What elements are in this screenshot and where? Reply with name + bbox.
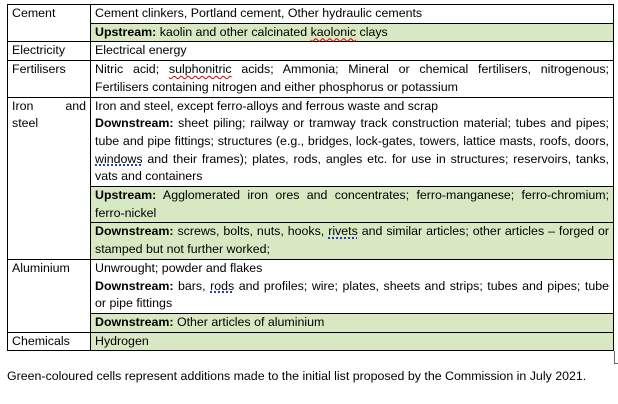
table-caption: Green-coloured cells represent additions made to the initial list proposed by the Commission in July 2021. xyxy=(7,369,587,383)
product-cell-added: Upstream: Agglomerated iron ores and concentrates; ferro-manganese; ferro-chromium; ferro-nickel xyxy=(91,187,614,223)
product-cell: Nitric acid; sulphonitric acids; Ammonia; Mineral or chemical fertilisers, nitrogenous; Fertilisers containing nitrogen and either phosphorus or potassium xyxy=(91,61,614,97)
proofing-mark: rods xyxy=(210,278,235,293)
product-cell-added: Upstream: kaolin and other calcinated kaolonic clays xyxy=(91,23,614,42)
table-row xyxy=(8,187,614,223)
product-cell-added: Downstream: screws, bolts, nuts, hooks, rivets and similar articles; other articles – forged or stamped but not further worked; xyxy=(91,223,614,259)
table-row xyxy=(8,61,614,97)
table-row xyxy=(8,42,614,61)
proofing-mark: kaolonic xyxy=(310,24,357,39)
table-row xyxy=(8,313,614,332)
sector-cell-iron-and-steel: Iron and steel xyxy=(8,97,91,259)
table-row xyxy=(8,223,614,259)
table-row xyxy=(8,97,614,187)
product-cell: Electrical energy xyxy=(91,42,614,61)
sector-cell-aluminium: Aluminium xyxy=(8,259,91,332)
sector-cell-fertilisers: Fertilisers xyxy=(8,61,91,97)
table-row xyxy=(8,5,614,24)
proofing-mark: windows xyxy=(95,151,143,166)
sector-cell-electricity: Electricity xyxy=(8,42,91,61)
cbam-goods-table xyxy=(7,4,614,351)
text-cursor-mark xyxy=(614,351,618,364)
table-row xyxy=(8,332,614,351)
product-cell: Iron and steel, except ferro-alloys and ferrous waste and scrap Downstream: sheet piling; railway or tramway track construction material; tubes and pipes; tube and pipe fittings; structures (e.g., bridges, lock-gates, towers, lattice masts, roofs, doors, windows and their frames); plates, rods, angles etc. for use in structures; reservoirs, tanks, vats and containers xyxy=(91,97,614,187)
proofing-mark: sulphonitric xyxy=(168,62,232,77)
sector-cell-chemicals: Chemicals xyxy=(8,332,91,351)
product-cell-added: Hydrogen xyxy=(91,332,614,351)
table-row xyxy=(8,23,614,42)
product-cell: Unwrought; powder and flakes Downstream: bars, rods and profiles; wire; plates, sheets and strips; tubes and pipes; tube or pipe fittings xyxy=(91,259,614,313)
table-row xyxy=(8,259,614,313)
proofing-mark: rivets xyxy=(328,224,358,239)
product-cell: Cement clinkers, Portland cement, Other hydraulic cements xyxy=(91,5,614,24)
product-cell-added: Downstream: Other articles of aluminium xyxy=(91,313,614,332)
sector-cell-cement: Cement xyxy=(8,5,91,42)
